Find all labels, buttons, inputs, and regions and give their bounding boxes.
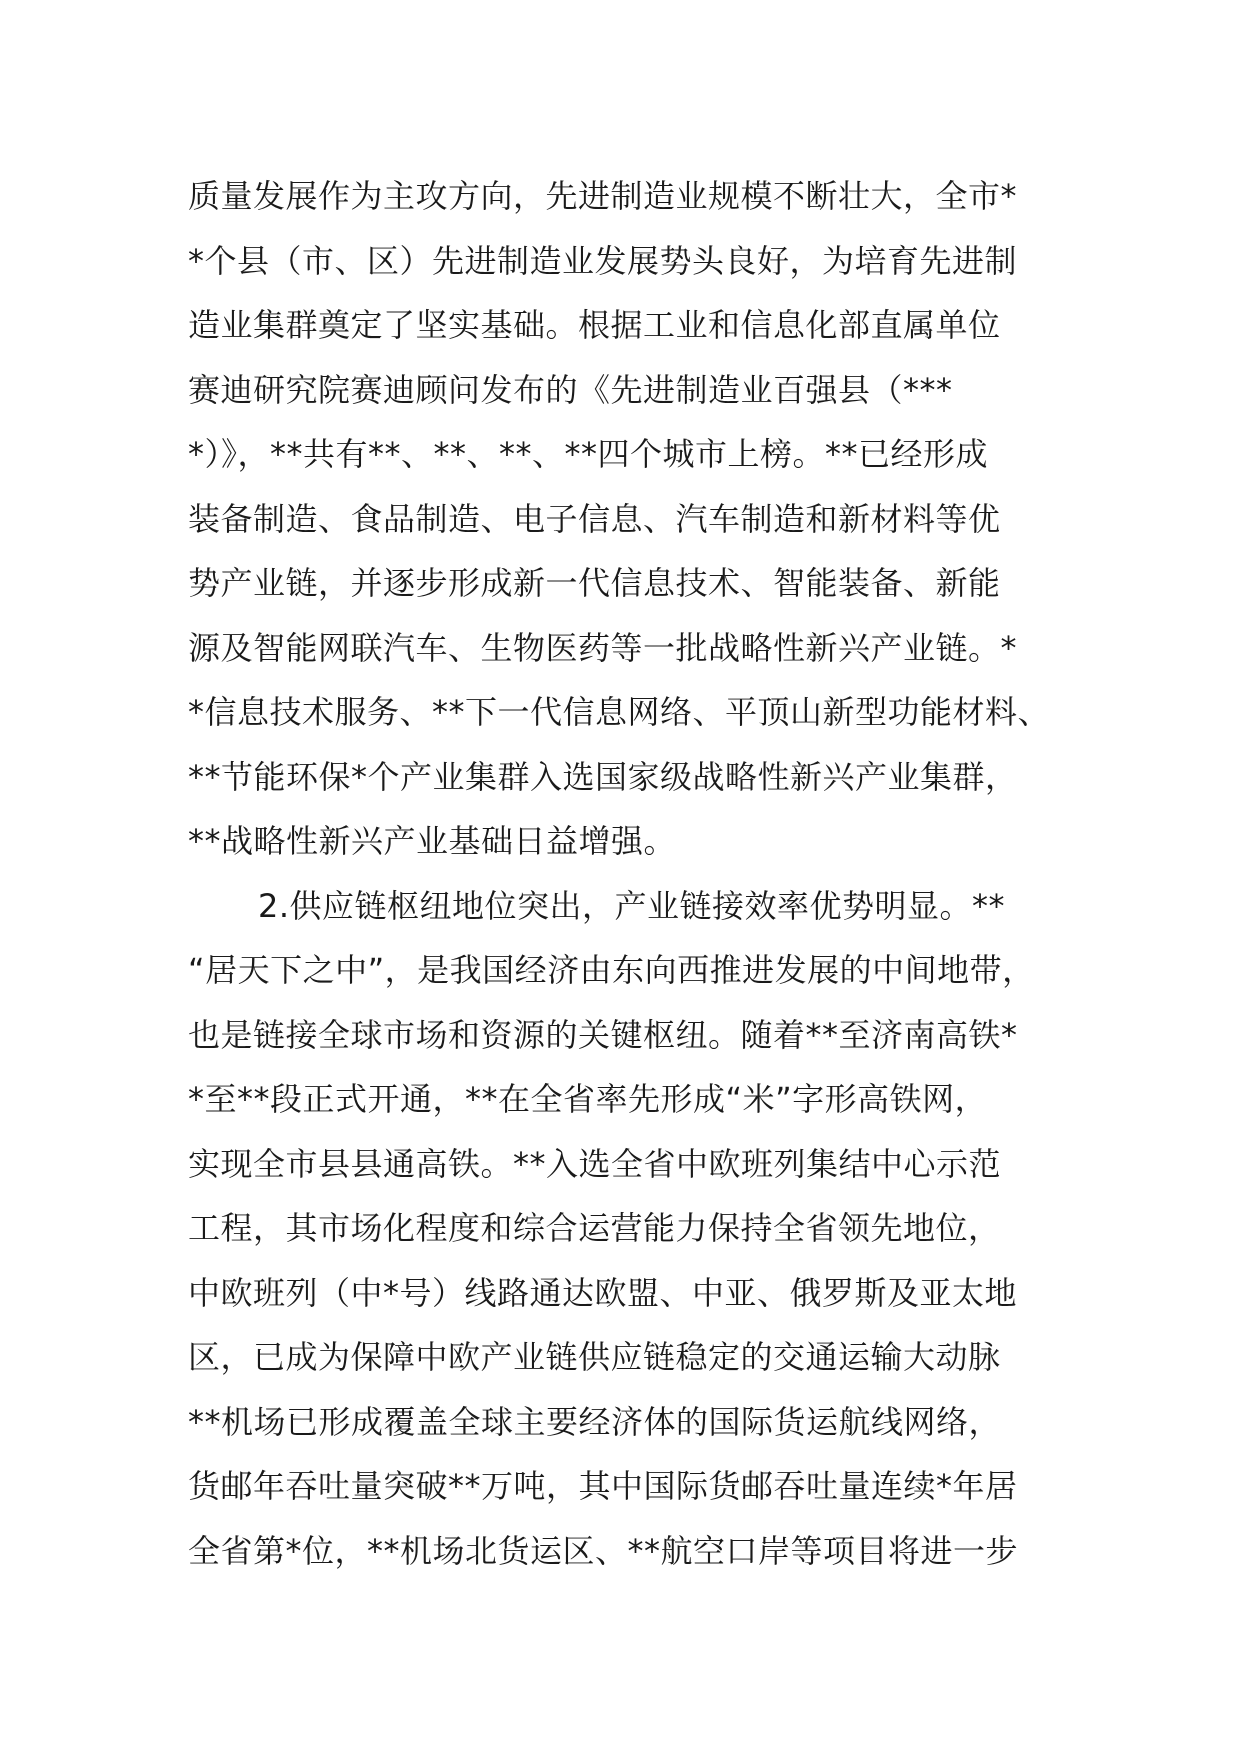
text-line: *至**段正式开通，**在全省率先形成“米”字形高铁网， xyxy=(188,1080,988,1118)
section-heading-line: 2.供应链枢纽地位突出，产业链接效率优势明显。** xyxy=(258,886,1006,925)
text-line: *）》，**共有**、**、**、**四个城市上榜。**已经形成 xyxy=(188,435,989,473)
text-line: 势产业链，并逐步形成新一代信息技术、智能装备、新能 xyxy=(188,564,1001,602)
text-line: **机场已形成覆盖全球主要经济体的国际货运航线网络， xyxy=(188,1402,1002,1441)
text-line: 装备制造、食品制造、电子信息、汽车制造和新材料等优 xyxy=(188,499,1001,538)
text-line: **战略性新兴产业基础日益增强。 xyxy=(188,822,677,860)
text-line: 造业集群奠定了坚实基础。根据工业和信息化部直属单位 xyxy=(188,306,1001,344)
text-line: 全省第*位，**机场北货运区、**航空口岸等项目将进一步 xyxy=(188,1531,1019,1570)
text-line: 赛迪研究院赛迪顾问发布的《先进制造业百强县（*** xyxy=(188,370,953,409)
document-body xyxy=(188,164,1088,1583)
text-line: 质量发展作为主攻方向，先进制造业规模不断壮大，全市* xyxy=(188,177,1018,215)
paragraph-2 xyxy=(188,874,1088,1584)
text-line: 工程，其市场化程度和综合运营能力保持全省领先地位， xyxy=(188,1209,1001,1247)
text-line: 中欧班列（中*号）线路通达欧盟、中亚、俄罗斯及亚太地 xyxy=(188,1273,1018,1312)
text-line: **节能环保*个产业集群入选国家级战略性新兴产业集群， xyxy=(188,757,1018,796)
paragraph-1 xyxy=(188,164,1088,874)
text-line: “居天下之中”，是我国经济由东向西推进发展的中间地带， xyxy=(188,951,1035,989)
text-line: 区，已成为保障中欧产业链供应链稳定的交通运输大动脉 xyxy=(188,1338,1001,1376)
text-line: 实现全市县县通高铁。**入选全省中欧班列集结中心示范 xyxy=(188,1144,1002,1183)
text-line: *个县（市、区）先进制造业发展势头良好，为培育先进制 xyxy=(188,241,1018,280)
text-line: 货邮年吞吐量突破**万吨，其中国际货邮吞吐量连续*年居 xyxy=(188,1467,1018,1505)
text-line: *信息技术服务、**下一代信息网络、平顶山新型功能材料、 xyxy=(188,693,1051,731)
text-line: 源及智能网联汽车、生物医药等一批战略性新兴产业链。* xyxy=(188,628,1018,667)
text-line: 也是链接全球市场和资源的关键枢纽。随着**至济南高铁* xyxy=(188,1015,1018,1054)
